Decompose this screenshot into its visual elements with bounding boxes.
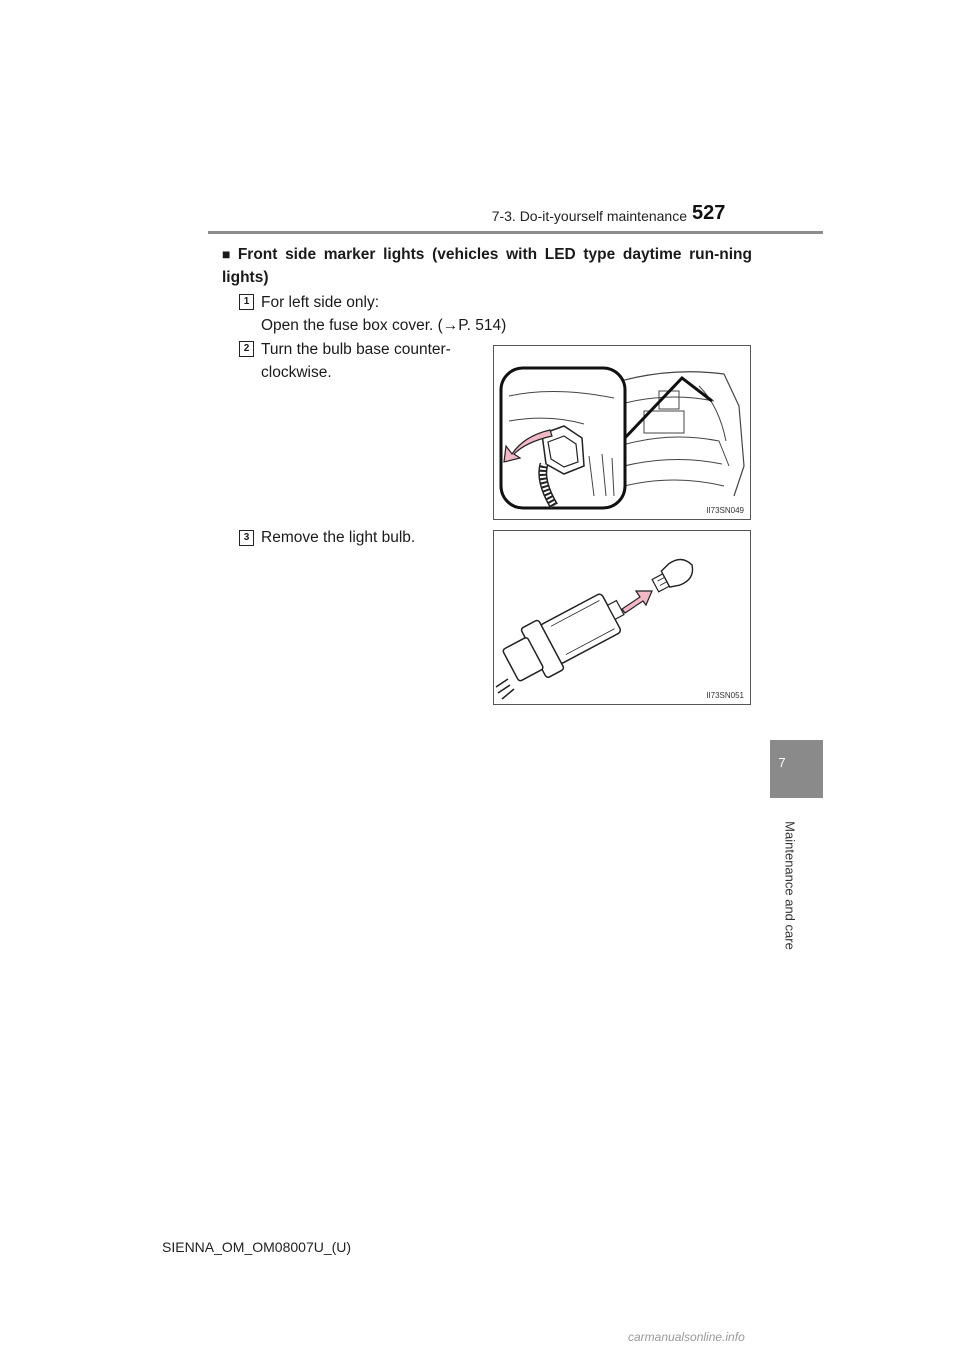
header-divider [208, 231, 823, 234]
figure-code: II73SN049 [706, 506, 744, 515]
step-3-text [261, 526, 415, 549]
step-3-line-1: Remove the light bulb. [261, 529, 416, 546]
chapter-tab-title: Maintenance and care [782, 821, 798, 950]
step-1-text [261, 291, 506, 337]
step-1-line-1: For left side only: [261, 294, 380, 311]
section-heading [222, 243, 752, 289]
step-2-line-1: Turn the bulb base counter- [261, 341, 451, 358]
bulb-base-rotation-figure [493, 345, 751, 520]
bulb-removal-figure [493, 530, 751, 705]
square-bullet-icon: ■ [222, 246, 234, 262]
figure-code: II73SN051 [706, 691, 744, 700]
step-number-badge: 2 [239, 341, 254, 357]
page-number: 527 [692, 202, 726, 224]
bulb-removal-illustration-icon [494, 531, 750, 704]
step-2-line-2: clockwise. [261, 364, 332, 381]
step-1-line-2: Open the fuse box cover. (→P. 514) [261, 317, 507, 334]
chapter-tab-number: 7 [778, 755, 786, 770]
step-number-badge: 3 [239, 530, 254, 546]
document-code: SIENNA_OM_OM08007U_(U) [162, 1239, 352, 1255]
bulb-base-rotation-illustration-icon [494, 346, 750, 519]
watermark-text: carmanualsonline.info [628, 1330, 745, 1344]
step-2-text [261, 338, 451, 384]
section-heading-text: Front side marker lights (vehicles with LED type daytime run-ning lights) [222, 246, 752, 286]
header-section-title: 7-3. Do-it-yourself maintenance [491, 208, 687, 224]
step-number-badge: 1 [239, 294, 254, 310]
